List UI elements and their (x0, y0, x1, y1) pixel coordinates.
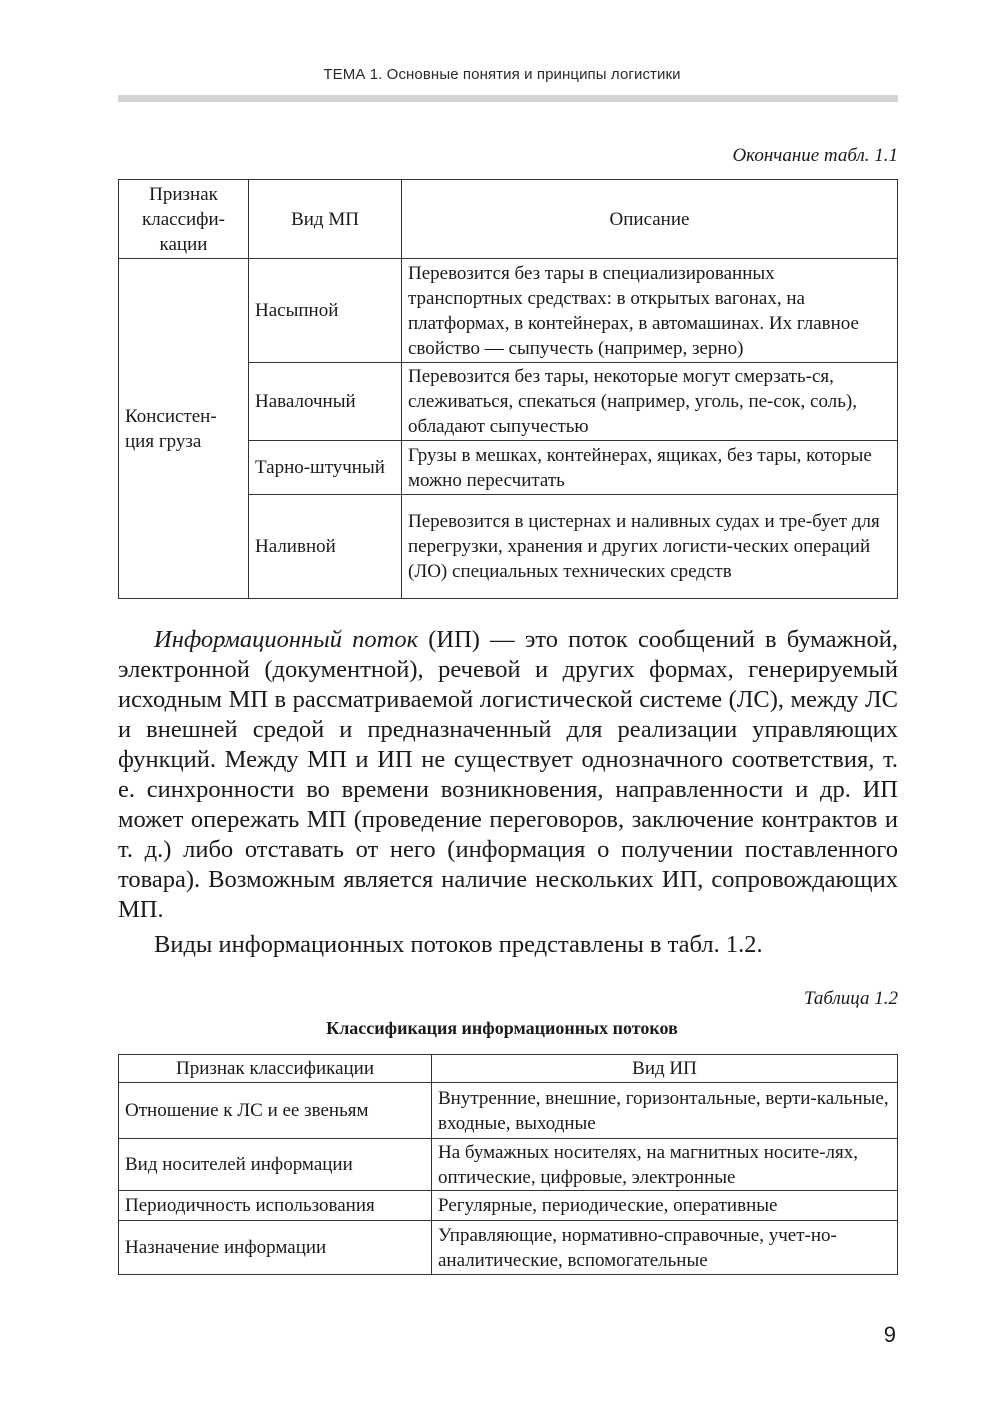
running-header: ТЕМА 1. Основные понятия и принципы логистики (323, 66, 681, 83)
table1-continuation-caption: Окончание табл. 1.1 (732, 145, 898, 166)
table1-header-description: Описание (402, 180, 898, 259)
table-row (119, 1083, 898, 1139)
table2-kind-cell: Регулярные, периодические, оперативные (432, 1191, 898, 1221)
table-row (119, 1221, 898, 1275)
paragraph-table-reference: Виды информационных потоков представлены в табл. 1.2. (154, 931, 763, 958)
table1-type-cell: Наливной (249, 495, 402, 599)
table-row (119, 1191, 898, 1221)
table2-kind-cell: Внутренние, внешние, горизонтальные, верти-кальные, входные, выходные (432, 1083, 898, 1139)
table1-type-cell: Тарно-штучный (249, 441, 402, 495)
table1-desc-cell: Перевозится без тары, некоторые могут смерзать-ся, слеживаться, спекаться (например, уголь, пе-сок, соль), обладают сыпучестью (402, 363, 898, 441)
table2-header-kind: Вид ИП (432, 1055, 898, 1083)
table-row (119, 259, 898, 363)
table1-header-sign: Признак классифи-кации (119, 180, 249, 259)
table1-desc-cell: Перевозится в цистернах и наливных судах и тре-бует для перегрузки, хранения и других логисти-ческих операций (ЛО) специальных технических средств (402, 495, 898, 599)
page-number: 9 (883, 1322, 896, 1347)
table2-header-sign: Признак классификации (119, 1055, 432, 1083)
table2-header-row (119, 1055, 898, 1083)
table-1-1 (118, 179, 898, 599)
table1-header-type: Вид МП (249, 180, 402, 259)
table2-kind-cell: Управляющие, нормативно-справочные, учет-но-аналитические, вспомогательные (432, 1221, 898, 1275)
term-information-flow: Информационный поток (154, 626, 419, 653)
table2-sign-cell: Назначение информации (119, 1221, 432, 1275)
table1-header-row (119, 180, 898, 259)
header-rule (118, 95, 898, 102)
table1-type-cell: Насыпной (249, 259, 402, 363)
table2-sign-cell: Вид носителей информации (119, 1139, 432, 1191)
table2-sign-cell: Отношение к ЛС и ее звеньям (119, 1083, 432, 1139)
table1-type-cell: Навалочный (249, 363, 402, 441)
table2-sign-cell: Периодичность использования (119, 1191, 432, 1221)
table-row (119, 1139, 898, 1191)
table1-desc-cell: Перевозится без тары в специализированных транспортных средствах: в открытых вагонах, на платформах, в контейнерах, в автомашинах. Их главное свойство — сыпучесть (например, зерно) (402, 259, 898, 363)
paragraph-information-flow-text: (ИП) — это поток сообщений в бумажной, электронной (документной), речевой и других формах, генерируемый исходным МП в рассматриваемой логистической системе (ЛС), между ЛС и внешней средой и предназначенный для реализации управляющих функций. Между МП и ИП не существует однозначного соответствия, т. е. синхронности во времени возникновения, направленности и др. ИП может опережать МП (проведение переговоров, заключение контрактов и т. д.) либо отставать от него (информация о получении поставленного товара). Возможным является наличие нескольких ИП, сопровождающих МП. (118, 626, 898, 923)
table1-desc-cell: Грузы в мешках, контейнерах, ящиках, без тары, которые можно пересчитать (402, 441, 898, 495)
table-1-2 (118, 1054, 898, 1275)
paragraph-information-flow (118, 625, 898, 925)
table1-group-label: Консистен-ция груза (119, 259, 249, 599)
table2-kind-cell: На бумажных носителях, на магнитных носите-лях, оптические, цифровые, электронные (432, 1139, 898, 1191)
table2-title: Классификация информационных потоков (326, 1018, 678, 1038)
table2-label: Таблица 1.2 (804, 988, 898, 1009)
